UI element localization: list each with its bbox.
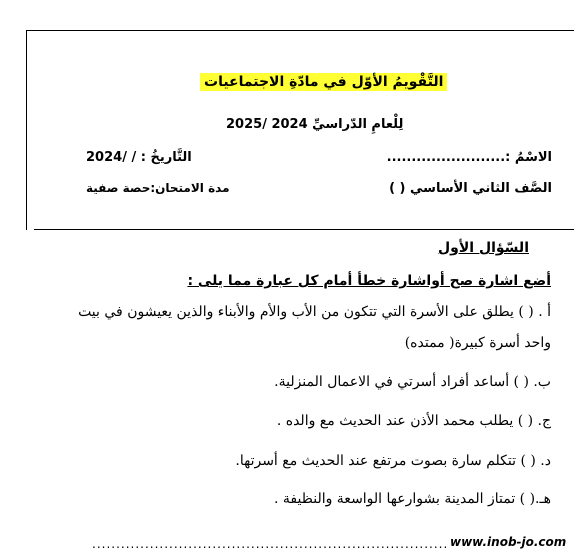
exam-title: التَّقْويمُ الأوّل في مادّةِ الاجتماعيات — [200, 73, 447, 91]
question-item-a-line1: أ . ( ) يطلق على الأسرة التي تتكون من الأب والأم والأبناء والذين يعيشون في بيت — [78, 304, 551, 320]
grade-field: الصَّف الثاني الأساسي ( ) — [389, 181, 552, 196]
page-border-left — [26, 30, 27, 230]
question-item-e: هـ.( ) تمتاز المدينة بشوارعها الواسعة والنظيفة . — [274, 491, 551, 507]
question-title: السّؤال الأول — [438, 240, 529, 256]
page-border-top — [26, 30, 574, 31]
question-item-c: ج. ( ) يطلب محمد الأذن عند الحديث مع والده . — [276, 413, 551, 429]
section-divider — [34, 229, 574, 230]
question-item-a-line2: واحد أسرة كبيرة( ممتده) — [404, 335, 551, 351]
exam-duration: مدة الامتحان:حصة صفية — [86, 181, 230, 195]
question-item-b: ب. ( ) أساعد أفراد أسرتي في الاعمال المنزلية. — [274, 374, 551, 390]
website-watermark: www.inob-jo.com — [450, 535, 567, 549]
question-instruction: أضع اشارة صح أواشارة خطأ أمام كل عبارة مما يلى : — [187, 273, 551, 289]
answer-dotted-line: .......................................................................... — [92, 537, 449, 551]
exam-date-field: التَّاريخُ : / /2024 — [86, 150, 192, 165]
question-item-d: د. ( ) تتكلم سارة بصوت مرتفع عند الحديث مع أسرتها. — [235, 453, 551, 469]
academic-year: لِلْعامِ الدّراسيِّ 2024 /2025 — [226, 117, 404, 132]
student-name-field: الاسْمُ :........................ — [386, 150, 552, 165]
